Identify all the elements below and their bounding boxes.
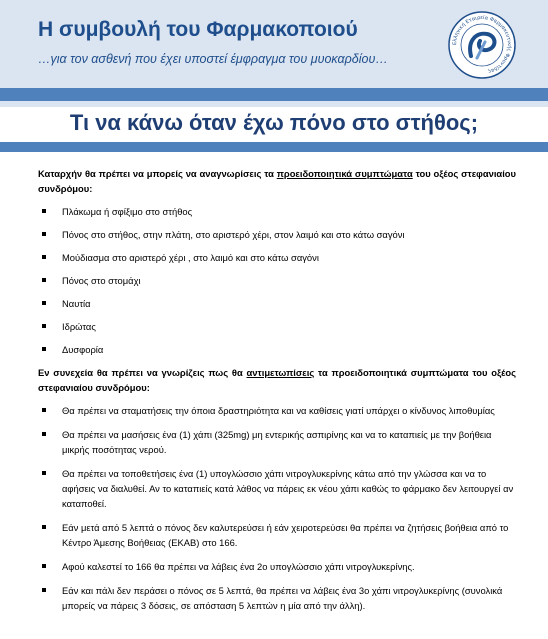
list-item: Ιδρώτας — [38, 319, 516, 334]
intro2-text-after: τα προειδοποιητικά συμπτώματα του οξέος στεφανιαίου συνδρόμου: — [38, 367, 516, 393]
actions-list — [38, 403, 516, 613]
intro1-underlined: προειδοποιητικά συμπτώματα — [276, 168, 413, 179]
header-banner — [0, 0, 548, 88]
list-item: Θα πρέπει να μασήσεις ένα (1) χάπι (325mg) μη εντερικής ασπιρίνης και να το καταπιείς με την βοήθεια μικρής ποσότητας νερού. — [38, 427, 516, 457]
list-item: Ναυτία — [38, 296, 516, 311]
intro1-text-after: του οξέος στεφανιαίου συνδρόμου: — [38, 168, 516, 194]
list-item: Αφού καλεστεί το 166 θα πρέπει να λάβεις ένα 2ο υπογλώσσιο χάπι νιτρογλυκερίνης. — [38, 559, 516, 574]
intro1-text-before: Καταρχήν θα πρέπει να μπορείς να αναγνωρίσεις τα — [38, 168, 277, 179]
list-item: Θα πρέπει να σταματήσεις την όποια δραστηριότητα και να καθίσεις γιατί υπάρχει ο κίνδυνος λιποθυμίας — [38, 403, 516, 418]
list-item: Πόνος στο στομάχι — [38, 273, 516, 288]
list-item: Εάν και πάλι δεν περάσει ο πόνος σε 5 λεπτά, θα πρέπει να λάβεις ένα 3ο χάπι νιτρογλυκερίνης (συνολικά μπορείς να πάρεις 3 δόσεις, σε απόσταση 5 λεπτών η μία από την άλλη). — [38, 583, 516, 613]
symptoms-list — [38, 204, 516, 357]
document-body — [38, 166, 516, 622]
light-divider — [0, 101, 548, 107]
section-question: Τι να κάνω όταν έχω πόνο στο στήθος; — [69, 110, 479, 135]
intro2-underlined: αντιμετωπίσεις — [246, 367, 315, 378]
list-item: Εάν μετά από 5 λεπτά ο πόνος δεν καλυτερεύσει ή εάν χειροτερεύσει θα πρέπει να ζητήσεις βοήθεια από το Κέντρο Άμεσης Βοήθειας (ΕΚΑΒ) στο 166. — [38, 520, 516, 550]
intro2-text-before: Εν συνεχεία θα πρέπει να γνωρίζεις πως θα — [38, 367, 247, 378]
list-item: Πόνος στο στήθος, στην πλάτη, στο αριστερό χέρι, στον λαιμό και στο κάτω σαγόνι — [38, 227, 516, 242]
top-divider — [0, 88, 548, 101]
logo-ring-text: Ελληνική Εταιρεία Φαρμακευτικής Φροντίδας — [451, 14, 513, 75]
intro-paragraph-1 — [38, 166, 516, 196]
page-subtitle: …για τον ασθενή που έχει υποστεί έμφραγμα του μυοκαρδίου… — [38, 52, 388, 66]
list-item: Μούδιασμα στο αριστερό χέρι , στο λαιμό και στο κάτω σαγόνι — [38, 250, 516, 265]
list-item: Θα πρέπει να τοποθετήσεις ένα (1) υπογλώσσιο χάπι νιτρογλυκερίνης κάτω από την γλώσσα και να το αφήσεις να διαλυθεί. Αν το καταπιείς κατά λάθος να πάρεις εκ νέου χάπι καθώς το φάρμακο δεν λειτουργεί αν καταποθεί. — [38, 466, 516, 511]
list-item: Πλάκωμα ή σφίξιμο στο στήθος — [38, 204, 516, 219]
list-item: Δυσφορία — [38, 342, 516, 357]
bottom-divider — [0, 142, 548, 152]
page-title: Η συμβουλή του Φαρμακοποιού — [38, 18, 358, 41]
society-logo — [447, 10, 517, 80]
intro-paragraph-2 — [38, 365, 516, 395]
